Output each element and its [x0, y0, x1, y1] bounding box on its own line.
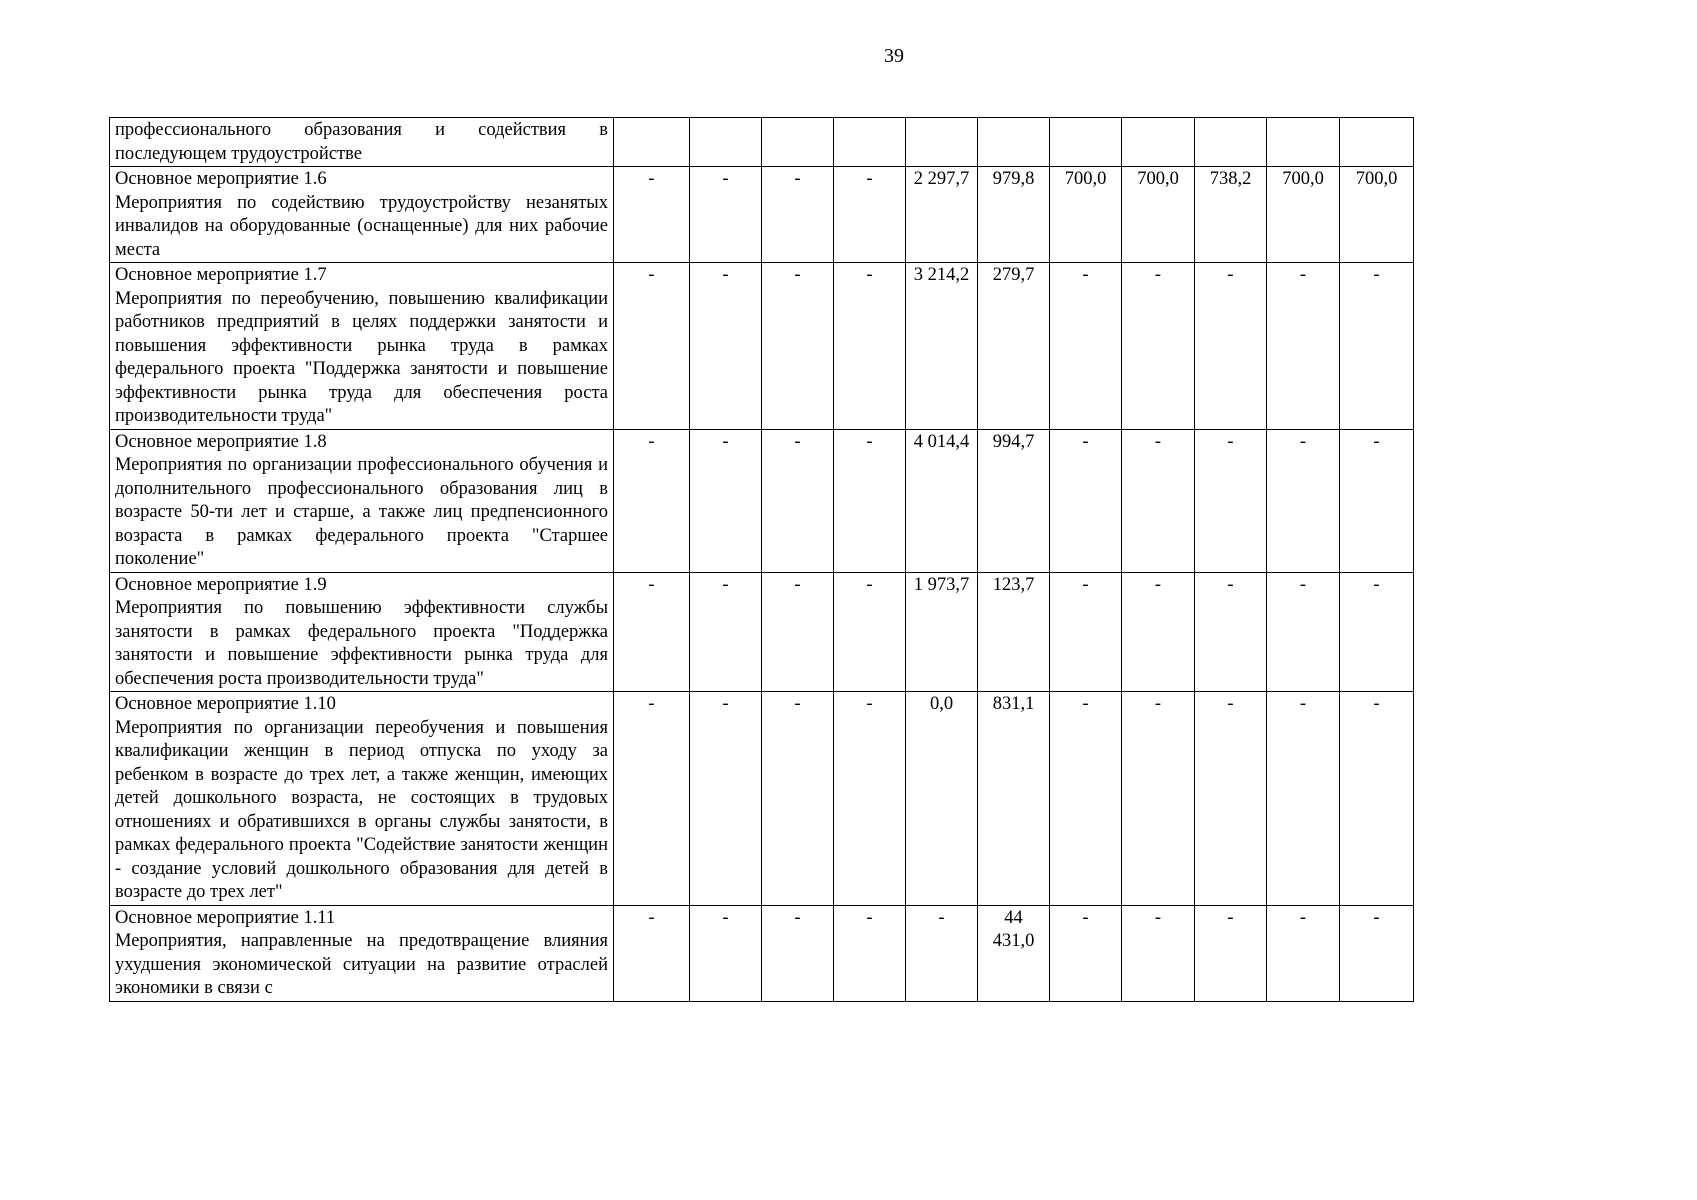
- table-row: [110, 572, 1414, 692]
- value-text: 2 297,7: [913, 169, 970, 189]
- value-cell: [1267, 905, 1340, 1001]
- value-text: -: [1227, 265, 1234, 285]
- value-text: -: [1299, 431, 1307, 452]
- value-cell: [906, 905, 978, 1001]
- measure-title: Основное мероприятие 1.6: [115, 169, 327, 189]
- measure-description: Мероприятия по повышению эффективности службы занятости в рамках федерального проекта "Поддержка занятости и повышение эффективности рынка труда для обеспечения роста производительности труда": [115, 598, 608, 689]
- row-description-cell: [110, 692, 614, 906]
- value-cell: [906, 118, 978, 167]
- value-cell: [614, 692, 690, 906]
- value-cell: [762, 263, 834, 430]
- value-text: -: [1373, 431, 1380, 452]
- value-text: 123,7: [992, 574, 1035, 595]
- value-cell: [1340, 263, 1414, 430]
- value-cell: [906, 263, 978, 430]
- value-cell: [1195, 692, 1267, 906]
- row-description-cell: [110, 905, 614, 1001]
- value-cell: [978, 167, 1050, 263]
- value-cell: [762, 905, 834, 1001]
- value-text: -: [722, 694, 729, 714]
- value-cell: [614, 572, 690, 692]
- value-cell: [1050, 905, 1122, 1001]
- value-cell: [978, 429, 1050, 572]
- value-cell: [690, 429, 762, 572]
- value-cell: [1050, 692, 1122, 906]
- value-cell: [1340, 118, 1414, 167]
- value-cell: [834, 692, 906, 906]
- value-text: 4 014,4: [913, 431, 970, 452]
- value-cell: [1340, 167, 1414, 263]
- value-cell: [1050, 118, 1122, 167]
- value-cell: [978, 905, 1050, 1001]
- value-cell: [762, 167, 834, 263]
- value-cell: [978, 572, 1050, 692]
- value-text: 738,2: [1209, 169, 1252, 189]
- budget-table: [109, 117, 1414, 1002]
- value-cell: [614, 905, 690, 1001]
- row-description-cell: [110, 118, 614, 167]
- value-cell: [1267, 118, 1340, 167]
- measure-title: Основное мероприятие 1.8: [115, 431, 327, 452]
- value-text: -: [938, 907, 945, 928]
- value-cell: [690, 167, 762, 263]
- value-cell: [1195, 263, 1267, 430]
- value-cell: [906, 692, 978, 906]
- table-row: [110, 263, 1414, 430]
- value-cell: [1122, 118, 1195, 167]
- value-text: -: [794, 169, 801, 189]
- value-text: -: [1227, 574, 1234, 595]
- value-text: -: [1299, 694, 1307, 714]
- table-row: [110, 692, 1414, 906]
- value-text: -: [1299, 907, 1307, 928]
- value-cell: [834, 118, 906, 167]
- measure-description: Мероприятия по содействию трудоустройству незанятых инвалидов на оборудованные (оснащенные) для них рабочие места: [115, 192, 608, 260]
- value-cell: [1267, 429, 1340, 572]
- value-text: 0,0: [929, 694, 954, 714]
- table-row: [110, 905, 1414, 1001]
- value-text: 700,0: [1282, 169, 1324, 189]
- value-text: 700,0: [1355, 169, 1398, 189]
- value-cell: [1122, 263, 1195, 430]
- value-cell: [834, 167, 906, 263]
- value-cell: [978, 263, 1050, 430]
- value-text: -: [794, 907, 801, 928]
- table-body: [110, 118, 1414, 1002]
- value-cell: [1122, 905, 1195, 1001]
- row-description-cell: [110, 263, 614, 430]
- value-text: 700,0: [1137, 169, 1179, 189]
- value-text: 979,8: [992, 169, 1035, 189]
- value-text: -: [866, 694, 873, 714]
- value-cell: [1122, 692, 1195, 906]
- value-text: -: [1373, 907, 1380, 928]
- value-text: -: [1373, 265, 1380, 285]
- measure-title: Основное мероприятие 1.9: [115, 574, 327, 595]
- value-text: -: [1227, 694, 1234, 714]
- value-cell: [762, 429, 834, 572]
- value-text: -: [794, 694, 801, 714]
- value-text: -: [1082, 265, 1089, 285]
- value-cell: [1195, 429, 1267, 572]
- measure-description: профессионального образования и содействия в последующем трудоустройстве: [115, 120, 608, 164]
- row-description-cell: [110, 167, 614, 263]
- value-cell: [1340, 429, 1414, 572]
- value-cell: [978, 118, 1050, 167]
- value-cell: [1340, 692, 1414, 906]
- value-cell: [1195, 572, 1267, 692]
- value-text: -: [1082, 431, 1089, 452]
- value-cell: [762, 572, 834, 692]
- value-text: -: [648, 574, 655, 595]
- measure-description: Мероприятия, направленные на предотвращение влияния ухудшения экономической ситуации на развитие отраслей экономики в связи с: [115, 931, 608, 998]
- value-cell: [906, 572, 978, 692]
- value-cell: [1267, 263, 1340, 430]
- measure-title: Основное мероприятие 1.10: [115, 694, 336, 714]
- value-text: -: [722, 574, 729, 595]
- value-text: -: [722, 169, 729, 189]
- value-text: -: [794, 265, 801, 285]
- value-cell: [834, 905, 906, 1001]
- value-text: -: [1373, 574, 1380, 595]
- value-text: -: [722, 265, 729, 285]
- value-cell: [762, 118, 834, 167]
- value-cell: [1122, 572, 1195, 692]
- value-text: -: [1154, 574, 1162, 595]
- value-cell: [1122, 429, 1195, 572]
- value-text: -: [648, 907, 655, 928]
- value-text: -: [866, 431, 873, 452]
- value-text: -: [794, 574, 801, 595]
- value-cell: [1050, 572, 1122, 692]
- value-text: -: [1154, 265, 1162, 285]
- value-cell: [834, 429, 906, 572]
- value-text: -: [1082, 907, 1089, 928]
- value-cell: [1340, 572, 1414, 692]
- value-cell: [1267, 692, 1340, 906]
- value-text: -: [794, 431, 801, 452]
- value-text: 1 973,7: [913, 574, 970, 595]
- value-cell: [690, 572, 762, 692]
- value-cell: [690, 692, 762, 906]
- value-cell: [1195, 167, 1267, 263]
- value-cell: [614, 429, 690, 572]
- value-cell: [1340, 905, 1414, 1001]
- measure-description: Мероприятия по организации профессионального обучения и дополнительного профессионального образования лиц в возрасте 50-ти лет и старше, а также лиц предпенсионного возраста в рамках федерального проекта "Старшее поколение": [115, 455, 608, 569]
- value-cell: [1195, 905, 1267, 1001]
- value-text: 279,7: [992, 265, 1035, 285]
- value-cell: [978, 692, 1050, 906]
- value-text: 44 431,0: [992, 907, 1035, 951]
- value-cell: [762, 692, 834, 906]
- value-text: -: [722, 431, 729, 452]
- value-text: -: [866, 265, 873, 285]
- value-text: -: [1299, 265, 1307, 285]
- measure-description: Мероприятия по переобучению, повышению квалификации работников предприятий в целях поддержки занятости и повышения эффективности рынка труда в рамках федерального проекта "Поддержка занятости и повышение эффективности рынка труда для обеспечения роста производительности труда": [115, 288, 608, 426]
- value-cell: [614, 118, 690, 167]
- value-cell: [1267, 572, 1340, 692]
- table-row: [110, 429, 1414, 572]
- value-text: 3 214,2: [913, 265, 970, 285]
- value-cell: [1050, 263, 1122, 430]
- value-text: -: [1154, 907, 1162, 928]
- value-cell: [614, 263, 690, 430]
- value-text: -: [722, 907, 729, 928]
- value-text: 700,0: [1064, 169, 1107, 189]
- value-text: -: [1154, 431, 1162, 452]
- value-text: -: [1082, 694, 1089, 714]
- value-text: -: [866, 169, 873, 189]
- measure-title: Основное мероприятие 1.11: [115, 907, 336, 928]
- value-text: -: [1154, 694, 1162, 714]
- value-text: 994,7: [992, 431, 1035, 452]
- value-text: -: [866, 574, 873, 595]
- value-cell: [1050, 429, 1122, 572]
- value-cell: [614, 167, 690, 263]
- value-text: -: [866, 907, 873, 928]
- value-cell: [690, 118, 762, 167]
- value-cell: [834, 263, 906, 430]
- value-text: 831,1: [992, 694, 1035, 714]
- value-text: -: [1373, 694, 1380, 714]
- measure-description: Мероприятия по организации переобучения и повышения квалификации женщин в период отпуска по уходу за ребенком в возрасте до трех лет, а также женщин, имеющих детей дошкольного возраста, не состоящих в трудовых отношениях и обратившихся в органы службы занятости, в рамках федерального проекта "Содействие занятости женщин - создание условий дошкольного образования для детей в возрасте до трех лет": [115, 717, 608, 902]
- value-text: -: [1082, 574, 1089, 595]
- value-text: -: [1299, 574, 1307, 595]
- value-text: -: [648, 169, 655, 189]
- value-text: -: [648, 265, 655, 285]
- value-cell: [906, 429, 978, 572]
- value-cell: [1267, 167, 1340, 263]
- value-cell: [690, 263, 762, 430]
- page-number: 39: [884, 45, 904, 67]
- value-text: -: [1227, 907, 1234, 928]
- measure-title: Основное мероприятие 1.7: [115, 265, 327, 285]
- value-text: -: [648, 431, 655, 452]
- row-description-cell: [110, 429, 614, 572]
- value-text: -: [1227, 431, 1234, 452]
- table-row: [110, 118, 1414, 167]
- value-cell: [906, 167, 978, 263]
- table-row: [110, 167, 1414, 263]
- value-cell: [1050, 167, 1122, 263]
- value-text: -: [648, 694, 655, 714]
- row-description-cell: [110, 572, 614, 692]
- value-cell: [834, 572, 906, 692]
- value-cell: [690, 905, 762, 1001]
- value-cell: [1195, 118, 1267, 167]
- value-cell: [1122, 167, 1195, 263]
